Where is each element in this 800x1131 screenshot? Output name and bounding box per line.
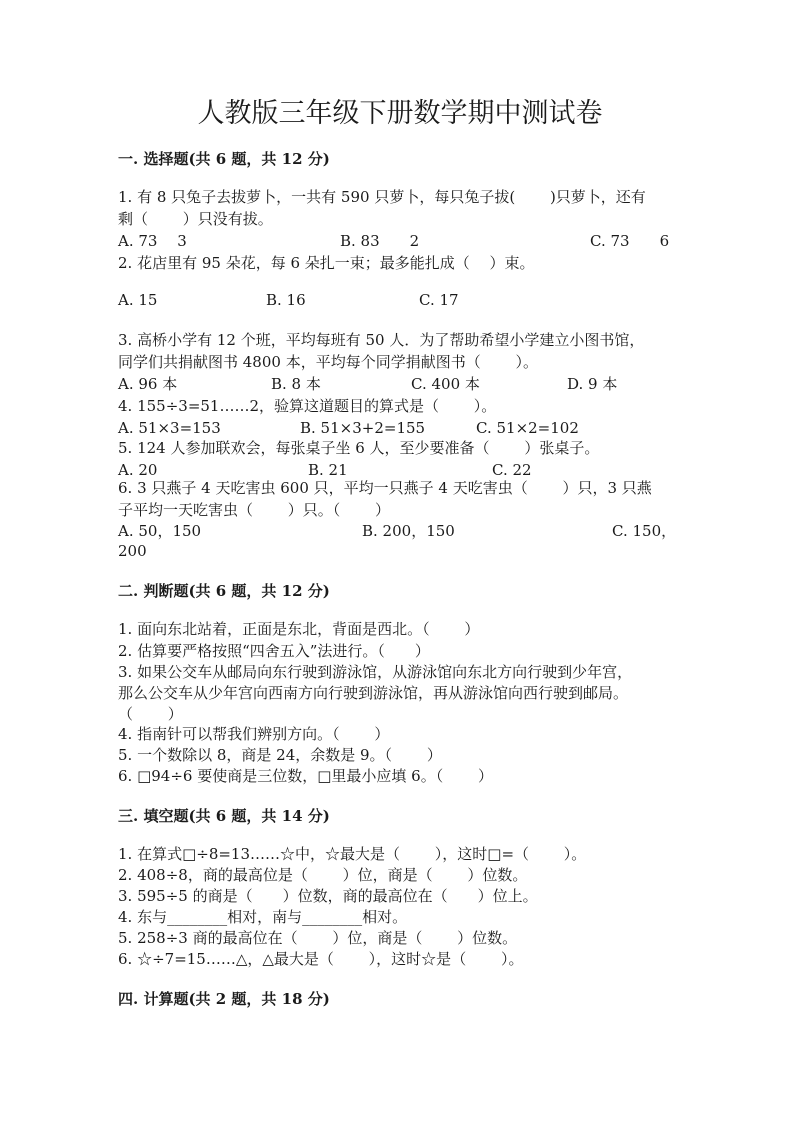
option-a: A. 73 3 <box>118 232 187 250</box>
option-c: C. 73 6 <box>590 232 670 250</box>
question-text: 剩（ ）只没有拔。 <box>118 210 273 228</box>
option-a: A. 51×3=153 <box>118 419 221 437</box>
question-text: （ ） <box>118 705 183 723</box>
question-text: 4. 指南针可以帮我们辨别方向。（ ） <box>118 725 390 743</box>
option-c: C. 51×2=102 <box>476 419 579 437</box>
section-heading-fill-blank: 三. 填空题(共 6 题，共 14 分) <box>118 807 330 825</box>
option-b: B. 83 2 <box>340 232 420 250</box>
question-text: 4. 东与________相对，南与________相对。 <box>118 908 408 926</box>
question-text: 2. 估算要严格按照“四舍五入”法进行。（ ） <box>118 642 430 660</box>
question-text: 1. 面向东北站着，正面是东北，背面是西北。（ ） <box>118 620 480 638</box>
option-b: B. 21 <box>308 461 348 479</box>
option-a: A. 15 <box>118 291 158 309</box>
section-heading-judgement: 二. 判断题(共 6 题，共 12 分) <box>118 582 330 600</box>
question-text: 1. 在算式□÷8=13……☆中，☆最大是（ ），这时□=（ ）。 <box>118 845 587 863</box>
option-b: B. 51×3+2=155 <box>300 419 426 437</box>
question-text: 4. 155÷3=51……2，验算这道题目的算式是（ ）。 <box>118 397 497 415</box>
option-a: A. 20 <box>118 461 158 479</box>
option-c: C. 150， <box>612 522 677 540</box>
question-text: 同学们共捐献图书 4800 本，平均每个同学捐献图书（ ）。 <box>118 353 538 371</box>
option-a: A. 50，150 <box>118 522 202 540</box>
question-text: 5. 一个数除以 8，商是 24，余数是 9。（ ） <box>118 746 442 764</box>
option-a: A. 96 本 <box>118 375 178 393</box>
question-text: 1. 有 8 只兔子去拔萝卜，一共有 590 只萝卜，每只兔子拔( )只萝卜，还有 <box>118 188 646 206</box>
option-c: C. 17 <box>419 291 459 309</box>
question-text: 那么公交车从少年宫向西南方向行驶到游泳馆，再从游泳馆向西行驶到邮局。 <box>118 684 629 702</box>
question-text: 2. 408÷8，商的最高位是（ ）位，商是（ ）位数。 <box>118 866 528 884</box>
page-title: 人教版三年级下册数学期中测试卷 <box>197 98 603 129</box>
section-heading-choice: 一. 选择题(共 6 题，共 12 分) <box>118 150 330 168</box>
option-b: B. 200，150 <box>362 522 455 540</box>
question-text: 6. ☆÷7=15……△，△最大是（ ），这时☆是（ ）。 <box>118 950 524 968</box>
section-heading-calculation: 四. 计算题(共 2 题，共 18 分) <box>118 990 330 1008</box>
question-text: 5. 258÷3 商的最高位在（ ）位，商是（ ）位数。 <box>118 929 518 947</box>
question-text: 3. 如果公交车从邮局向东行驶到游泳馆，从游泳馆向东北方向行驶到少年宫， <box>118 663 633 681</box>
option-c-continued: 200 <box>118 542 147 560</box>
option-d: D. 9 本 <box>567 375 618 393</box>
question-text: 3. 595÷5 的商是（ ）位数，商的最高位在（ ）位上。 <box>118 887 538 905</box>
option-b: B. 8 本 <box>271 375 321 393</box>
question-text: 3. 高桥小学有 12 个班，平均每班有 50 人．为了帮助希望小学建立小图书馆， <box>118 331 645 349</box>
question-text: 6. 3 只燕子 4 天吃害虫 600 只，平均一只燕子 4 天吃害虫（ ）只，3 只燕 <box>118 479 652 497</box>
question-text: 6. □94÷6 要使商是三位数，□里最小应填 6。（ ） <box>118 767 493 785</box>
question-text: 子平均一天吃害虫（ ）只。（ ） <box>118 501 391 519</box>
question-text: 2. 花店里有 95 朵花，每 6 朵扎一束；最多能扎成（ ）束。 <box>118 254 535 272</box>
question-text: 5. 124 人参加联欢会，每张桌子坐 6 人，至少要准备（ ）张桌子。 <box>118 439 600 457</box>
option-c: C. 22 <box>492 461 532 479</box>
option-c: C. 400 本 <box>411 375 480 393</box>
option-b: B. 16 <box>266 291 306 309</box>
